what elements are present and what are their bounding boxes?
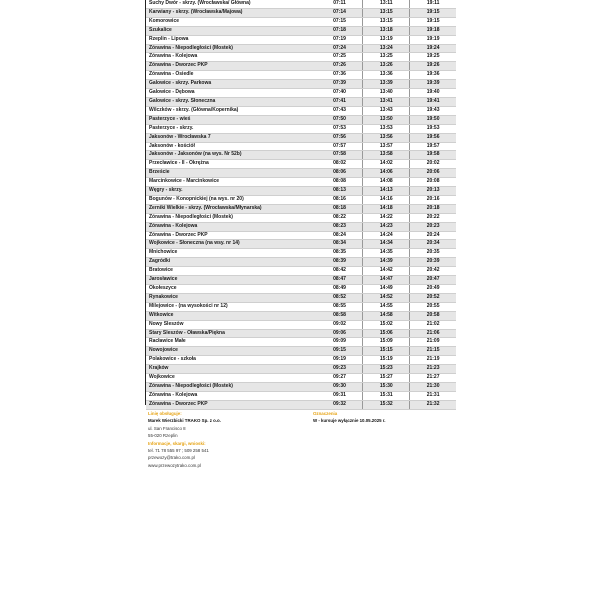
departure-time: 07:41 [317,97,363,106]
departure-time: 19:11 [410,0,456,8]
departure-time: 08:23 [317,222,363,231]
departure-time: 20:34 [410,240,456,249]
stop-name: Przecławice - II - Okrężna [146,160,317,169]
stop-name: Jaksonów - Wrocławska 7 [146,133,317,142]
departure-time: 13:18 [363,26,410,35]
departure-time: 14:22 [363,213,410,222]
timetable-row [146,338,456,347]
stop-name: Zagródki [146,258,317,267]
departure-time: 08:24 [317,231,363,240]
departure-time: 08:55 [317,302,363,311]
departure-time: 19:24 [410,44,456,53]
stop-name: Krajków [146,365,317,374]
stop-name: Polakowice - szkoła [146,356,317,365]
departure-time: 09:27 [317,374,363,383]
timetable-row [146,302,456,311]
departure-time: 14:55 [363,302,410,311]
stop-name: Mnichowice [146,249,317,258]
timetable-row [146,142,456,151]
stop-name: Żórawina - Kolejowa [146,391,317,400]
departure-time: 20:13 [410,187,456,196]
stop-name: Żerniki Wielkie - skrzy. (Wrocławska/Młynarska) [146,204,317,213]
timetable-frame [145,0,455,405]
departure-time: 07:14 [317,8,363,17]
departure-time: 15:09 [363,338,410,347]
departure-time: 20:02 [410,160,456,169]
timetable-row [146,0,456,8]
timetable-row [146,285,456,294]
stop-name: Żórawina - Kolejowa [146,222,317,231]
departure-time: 15:19 [363,356,410,365]
stop-name: Wojkowice - Słoneczna (na wsy. nr 14) [146,240,317,249]
departure-time: 20:47 [410,276,456,285]
timetable-row [146,320,456,329]
stop-name: Wilczków - skrzy. (Główna/Kopernika) [146,106,317,115]
departure-time: 07:15 [317,17,363,26]
departure-time: 13:24 [363,44,410,53]
timetable-row [146,267,456,276]
departure-time: 09:15 [317,347,363,356]
departure-time: 15:23 [363,365,410,374]
departure-time: 07:25 [317,53,363,62]
stop-name: Żórawina - Dworzec PKP [146,62,317,71]
departure-time: 08:34 [317,240,363,249]
operator-name: Marek Wierzbicki TRAKO Sp. z o.o. [148,418,221,424]
timetable-row [146,80,456,89]
stop-name: Milejowice - (na wysokości nr 12) [146,302,317,311]
departure-time: 21:02 [410,320,456,329]
timetable-row [146,8,456,17]
departure-time: 21:06 [410,329,456,338]
stop-name: Galowice - Dębowa [146,89,317,98]
departure-time: 08:35 [317,249,363,258]
departure-time: 19:50 [410,115,456,124]
departure-time: 08:16 [317,195,363,204]
departure-time: 14:24 [363,231,410,240]
timetable-row [146,97,456,106]
departure-time: 08:39 [317,258,363,267]
timetable-row [146,400,456,409]
departure-time: 20:23 [410,222,456,231]
departure-time: 19:56 [410,133,456,142]
departure-time: 08:02 [317,160,363,169]
departure-time: 13:41 [363,97,410,106]
departure-time: 21:32 [410,400,456,409]
timetable-row [146,187,456,196]
legend-item: W - kursuje wyłącznie 10.05.2025 r. [313,418,386,424]
timetable-row [146,258,456,267]
timetable-row [146,17,456,26]
timetable [146,0,456,410]
stop-name: Racławice Małe [146,338,317,347]
stop-name: Brzeście [146,169,317,178]
departure-time: 19:58 [410,151,456,160]
departure-time: 08:13 [317,187,363,196]
operator-email[interactable]: przewozy@trako.com.pl [148,455,195,461]
departure-time: 20:55 [410,302,456,311]
departure-time: 15:06 [363,329,410,338]
stop-name: Szukalice [146,26,317,35]
departure-time: 09:32 [317,400,363,409]
departure-time: 13:57 [363,142,410,151]
departure-time: 09:09 [317,338,363,347]
timetable-row [146,89,456,98]
info-heading: Informacje, skargi, wnioski: [148,440,206,446]
departure-time: 20:08 [410,178,456,187]
operator-address-street: ul. San Francisco 8 [148,425,186,431]
stop-name: Galowice - skrzy. Parkowa [146,80,317,89]
departure-time: 09:31 [317,391,363,400]
departure-time: 13:26 [363,62,410,71]
departure-time: 08:06 [317,169,363,178]
timetable-row [146,365,456,374]
stop-name: Rzeplin - Lipowa [146,35,317,44]
stop-name: Bratowice [146,267,317,276]
departure-time: 08:52 [317,293,363,302]
timetable-row [146,62,456,71]
departure-time: 19:15 [410,8,456,17]
departure-time: 07:50 [317,115,363,124]
departure-time: 19:40 [410,89,456,98]
timetable-row [146,71,456,80]
departure-time: 15:27 [363,374,410,383]
departure-time: 13:53 [363,124,410,133]
departure-time: 19:43 [410,106,456,115]
departure-time: 14:39 [363,258,410,267]
departure-time: 20:06 [410,169,456,178]
stop-name: Wojkowice [146,374,317,383]
departure-time: 09:06 [317,329,363,338]
departure-time: 08:22 [317,213,363,222]
departure-time: 14:52 [363,293,410,302]
departure-time: 14:23 [363,222,410,231]
stop-name: Żórawina - Osiedle [146,71,317,80]
departure-time: 07:57 [317,142,363,151]
stop-name: Okołeszyce [146,285,317,294]
departure-time: 09:30 [317,382,363,391]
departure-time: 08:08 [317,178,363,187]
stop-name: Pasterzyce - wieś [146,115,317,124]
timetable-row [146,53,456,62]
stop-name: Żórawina - Dworzec PKP [146,231,317,240]
stop-name: Żórawina - Niepodległości (Mostek) [146,44,317,53]
departure-time: 14:13 [363,187,410,196]
departure-time: 14:35 [363,249,410,258]
departure-time: 20:22 [410,213,456,222]
departure-time: 20:42 [410,267,456,276]
departure-time: 14:47 [363,276,410,285]
timetable-row [146,374,456,383]
timetable-row [146,115,456,124]
timetable-row [146,382,456,391]
departure-time: 19:26 [410,62,456,71]
departure-time: 14:49 [363,285,410,294]
departure-time: 13:43 [363,106,410,115]
timetable-row [146,347,456,356]
stop-name: Stary Śleszów - Oławska/Piękna [146,329,317,338]
departure-time: 07:40 [317,89,363,98]
departure-time: 08:58 [317,311,363,320]
departure-time: 13:40 [363,89,410,98]
timetable-row [146,276,456,285]
timetable-row [146,231,456,240]
departure-time: 20:24 [410,231,456,240]
departure-time: 07:53 [317,124,363,133]
timetable-row [146,35,456,44]
timetable-row [146,249,456,258]
departure-time: 13:39 [363,80,410,89]
departure-time: 09:02 [317,320,363,329]
stop-name: Żórawina - Kolejowa [146,53,317,62]
departure-time: 13:15 [363,17,410,26]
operator-website[interactable]: www.przewozytrako.com.pl [148,462,201,468]
departure-time: 19:41 [410,97,456,106]
stop-name: Rynakowice [146,293,317,302]
timetable-row [146,124,456,133]
stop-name: Jaksonów - kościół [146,142,317,151]
departure-time: 21:27 [410,374,456,383]
departure-time: 19:36 [410,71,456,80]
timetable-row [146,169,456,178]
departure-time: 19:25 [410,53,456,62]
departure-time: 20:52 [410,293,456,302]
departure-time: 15:31 [363,391,410,400]
departure-time: 08:42 [317,267,363,276]
departure-time: 14:42 [363,267,410,276]
departure-time: 13:56 [363,133,410,142]
departure-time: 20:35 [410,249,456,258]
departure-time: 13:19 [363,35,410,44]
timetable-row [146,222,456,231]
stop-name: Żórawina - Dworzec PKP [146,400,317,409]
departure-time: 14:02 [363,160,410,169]
departure-time: 07:58 [317,151,363,160]
departure-time: 19:15 [410,17,456,26]
departure-time: 20:39 [410,258,456,267]
timetable-row [146,44,456,53]
operator-phone: tel. 71 78 555 97 ; 509 258 541 [148,448,209,454]
departure-time: 19:19 [410,35,456,44]
departure-time: 07:43 [317,106,363,115]
departure-time: 07:56 [317,133,363,142]
timetable-row [146,195,456,204]
departure-time: 19:39 [410,80,456,89]
operator-heading: Linię obsługuje: [148,411,182,416]
departure-time: 19:57 [410,142,456,151]
stop-name: Witkowice [146,311,317,320]
stop-name: Komorowice [146,17,317,26]
stop-name: Węgry - skrzy. [146,187,317,196]
stop-name: Bogunów - Konopnickiej (na wys. nr 20) [146,195,317,204]
timetable-body [146,0,456,409]
departure-time: 20:16 [410,195,456,204]
timetable-row [146,391,456,400]
departure-time: 13:58 [363,151,410,160]
departure-time: 19:53 [410,124,456,133]
timetable-row [146,329,456,338]
departure-time: 19:18 [410,26,456,35]
departure-time: 15:02 [363,320,410,329]
departure-time: 14:08 [363,178,410,187]
departure-time: 07:11 [317,0,363,8]
departure-time: 09:23 [317,365,363,374]
departure-time: 13:36 [363,71,410,80]
departure-time: 13:50 [363,115,410,124]
departure-time: 14:58 [363,311,410,320]
departure-time: 08:47 [317,276,363,285]
legend [313,410,453,425]
stop-name: Żórawina - Niepodległości (Mostek) [146,213,317,222]
departure-time: 15:30 [363,382,410,391]
stop-name: Żórawina - Niepodległości (Mostek) [146,382,317,391]
departure-time: 14:06 [363,169,410,178]
departure-time: 07:24 [317,44,363,53]
stop-name: Pasterzyce - skrzy. [146,124,317,133]
departure-time: 07:26 [317,62,363,71]
stop-name: Jarosławice [146,276,317,285]
timetable-row [146,293,456,302]
departure-time: 21:30 [410,382,456,391]
timetable-row [146,178,456,187]
departure-time: 21:31 [410,391,456,400]
departure-time: 07:18 [317,26,363,35]
legend-heading: Oznaczenia [313,411,338,416]
departure-time: 14:34 [363,240,410,249]
timetable-row [146,356,456,365]
stop-name: Suchy Dwór - skrzy. (Wrocławska/ Główna) [146,0,317,8]
timetable-row [146,160,456,169]
departure-time: 07:19 [317,35,363,44]
departure-time: 14:16 [363,195,410,204]
timetable-row [146,204,456,213]
stop-name: Galowice - skrzy. Słoneczna [146,97,317,106]
stop-name: Karwiany - skrzy. (Wrocławska/Majowa) [146,8,317,17]
stop-name: Nowy Śleszów [146,320,317,329]
departure-time: 08:49 [317,285,363,294]
departure-time: 15:15 [363,347,410,356]
departure-time: 07:36 [317,71,363,80]
departure-time: 13:11 [363,0,410,8]
departure-time: 14:18 [363,204,410,213]
departure-time: 20:49 [410,285,456,294]
departure-time: 21:23 [410,365,456,374]
departure-time: 21:09 [410,338,456,347]
timetable-row [146,311,456,320]
stop-name: Marcinkowice - Marcinkowice [146,178,317,187]
departure-time: 09:19 [317,356,363,365]
stop-name: Jaksonów - Jaksonów (na wys. Nr 52b) [146,151,317,160]
departure-time: 15:32 [363,400,410,409]
stop-name: Nowojowice [146,347,317,356]
departure-time: 13:25 [363,53,410,62]
departure-time: 08:18 [317,204,363,213]
timetable-row [146,133,456,142]
timetable-row [146,213,456,222]
departure-time: 20:58 [410,311,456,320]
departure-time: 21:19 [410,356,456,365]
departure-time: 20:18 [410,204,456,213]
operator-address-city: 55-020 Rzeplin [148,433,178,439]
timetable-row [146,151,456,160]
departure-time: 21:15 [410,347,456,356]
timetable-row [146,106,456,115]
departure-time: 13:15 [363,8,410,17]
departure-time: 07:39 [317,80,363,89]
timetable-row [146,240,456,249]
operator-info [148,410,298,469]
timetable-row [146,26,456,35]
